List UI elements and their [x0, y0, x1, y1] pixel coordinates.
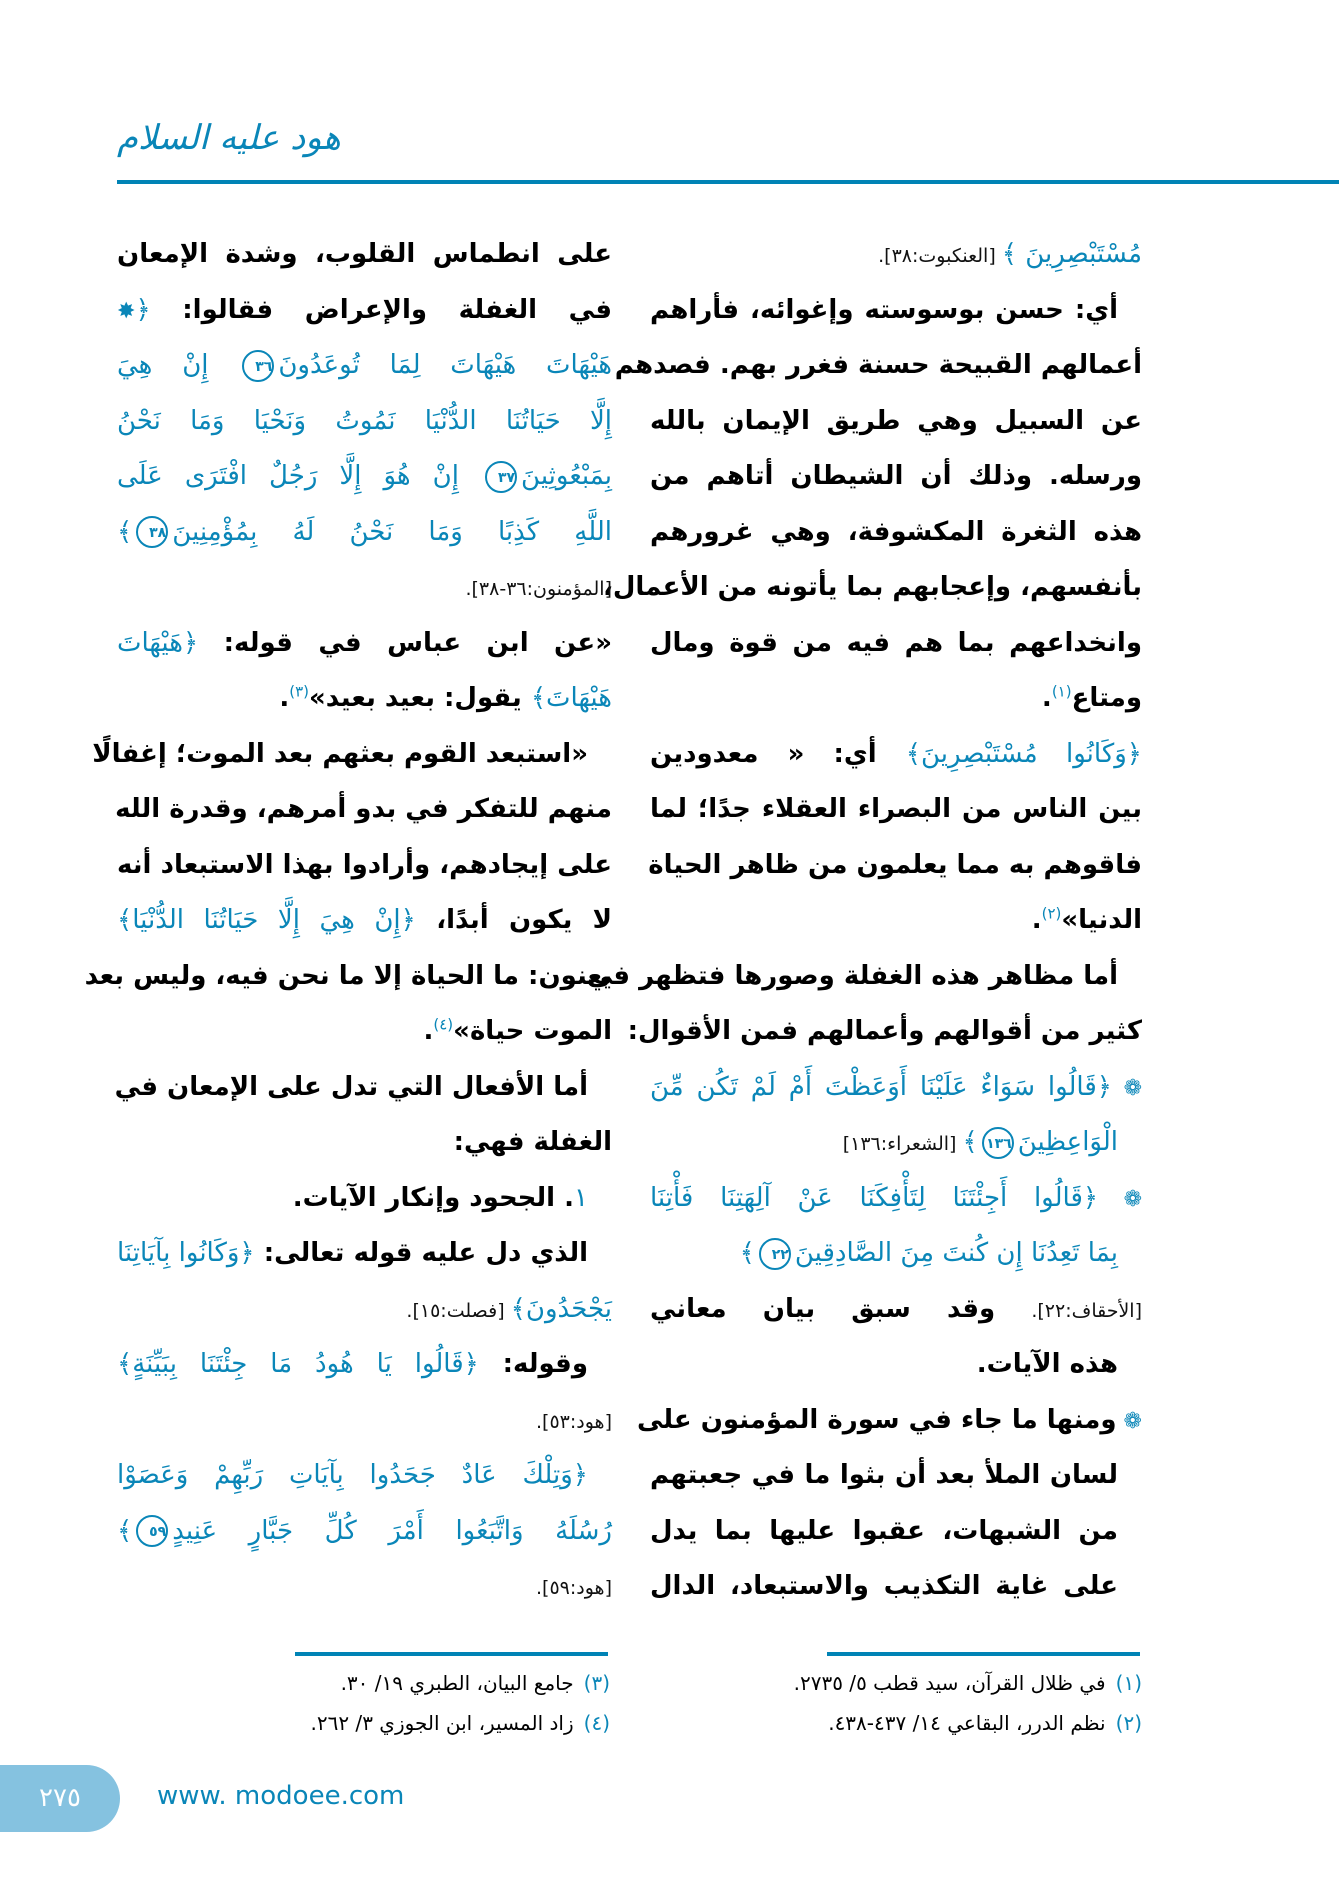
- body-text: أعمالهم القبيحة حسنة فغرر بهم. فصدهم: [614, 350, 1142, 380]
- text-line: [650, 782, 1142, 838]
- text-line: [117, 1559, 612, 1615]
- text-line: [650, 1504, 1142, 1560]
- text-line: [84, 949, 612, 1005]
- text-line: [117, 782, 612, 838]
- text-line: [650, 1115, 1142, 1171]
- quran-text: ١: [574, 1182, 588, 1213]
- header-rule: [117, 180, 1339, 184]
- text-line: [650, 616, 1142, 672]
- text-line: [114, 1060, 612, 1116]
- body-text: أما مظاهر هذه الغفلة وصورها فتظهر في: [586, 960, 1118, 991]
- footnote-text: نظم الدرر، البقاعي ١٤/ ٤٣٧-٤٣٨.: [828, 1711, 1106, 1735]
- body-text: فاقوهم به مما يعلمون من ظاهر الحياة: [648, 849, 1142, 880]
- body-text: هذه الآيات.: [976, 1349, 1118, 1379]
- quran-text: هَيْهَاتَ﴾: [530, 683, 612, 713]
- verse-number: ٢٢: [759, 1238, 791, 1270]
- text-line: [117, 505, 612, 561]
- text-line: [117, 616, 612, 672]
- verse-number: ٥٩: [136, 1515, 168, 1547]
- text-line: [117, 1448, 612, 1504]
- citation: [هود:٥٣].: [536, 1410, 612, 1433]
- text-line: [117, 1504, 612, 1560]
- text-line: [117, 449, 612, 505]
- page-number-badge: ٢٧٥: [0, 1765, 120, 1832]
- body-text: ومنها ما جاء في سورة المؤمنون على: [636, 1404, 1117, 1435]
- citation: [هود:٥٩].: [536, 1577, 612, 1599]
- right-column: [586, 227, 1143, 1615]
- quran-text: ﴿وَتِلْكَ عَادٌ جَحَدُوا بِآيَاتِ رَبِّهِمْ وَعَصَوْا: [117, 1460, 588, 1490]
- body-text: في الغفلة والإعراض فقالوا:: [150, 294, 612, 325]
- text-line: [650, 1559, 1142, 1615]
- quran-text: ﴾: [739, 1238, 755, 1268]
- ornament-icon: ✸: [117, 298, 136, 324]
- text-line: [627, 1004, 1142, 1060]
- text-line: [92, 727, 612, 783]
- text-line: [117, 1226, 612, 1282]
- quran-text: الْوَاعِظِينَ: [1017, 1127, 1118, 1157]
- body-text: على إيجادهم، وأرادوا بهذا الاستبعاد أنه: [117, 849, 612, 880]
- footnote-number: (١): [1115, 1671, 1142, 1695]
- text-line: [117, 338, 612, 394]
- quran-text: يَجْحَدُونَ﴾: [510, 1293, 612, 1324]
- text-line: [650, 1226, 1142, 1282]
- quran-text: اللَّهِ كَذِبًا وَمَا نَحْنُ لَهُ بِمُؤْمِنِينَ: [172, 516, 612, 547]
- body-text: يقول: بعيد بعيد»: [308, 683, 531, 713]
- text-line: [117, 283, 612, 339]
- footnote-rule-right: [827, 1652, 1140, 1656]
- body-text: على غاية التكذيب والاستبعاد، الدال: [650, 1571, 1118, 1601]
- body-text: وقوله:: [478, 1349, 588, 1379]
- body-text: «استبعد القوم بعثهم بعد الموت؛ إغفالًا: [92, 738, 588, 769]
- verse-number: ٣٦: [242, 350, 274, 382]
- footnote-text: في ظلال القرآن، سيد قطب ٥/ ٢٧٣٥.: [793, 1671, 1106, 1695]
- text-line: [614, 338, 1142, 394]
- body-text: الموت حياة»: [453, 1016, 612, 1046]
- text-line: [650, 1337, 1142, 1393]
- text-line: [636, 1393, 1142, 1449]
- body-text: أي: « معدودين: [650, 738, 906, 769]
- text-line: [117, 560, 612, 616]
- body-text: .: [279, 683, 290, 713]
- quran-text: إِلَّا حَيَاتُنَا الدُّنْيَا نَمُوتُ وَنَحْيَا وَمَا نَحْنُ: [117, 405, 612, 436]
- quran-text: ﴿: [135, 294, 151, 325]
- footnote: [310, 1703, 610, 1743]
- quran-text: ﴿قَالُوا يَا هُودُ مَا جِئْتَنَا بِبَيِّنَةٍ﴾: [117, 1349, 479, 1379]
- body-text: أي: حسن بوسوسته وإغوائه، فأراهم: [650, 294, 1118, 325]
- body-text: منهم للتفكر في بدو أمرهم، وقدرة الله: [115, 794, 612, 824]
- text-line: [650, 505, 1142, 561]
- verse-number: ١٣٦: [982, 1127, 1014, 1159]
- quran-text: رُسُلَهُ وَاتَّبَعُوا أَمْرَ كُلِّ جَبَّارٍ عَنِيدٍ: [172, 1515, 612, 1546]
- footnote-ref: (٢): [1041, 904, 1062, 923]
- ornament-icon: ❁: [1112, 1075, 1143, 1101]
- body-text: أما الأفعال التي تدل على الإمعان في: [114, 1071, 588, 1102]
- footnote-number: (٤): [583, 1711, 610, 1735]
- body-text: هذه الثغرة المكشوفة، وهي غرورهم: [650, 516, 1142, 547]
- footnote-number: (٢): [1115, 1711, 1142, 1735]
- quran-text: ﴿إِنْ هِيَ إِلَّا حَيَاتُنَا الدُّنْيَا﴾: [117, 905, 416, 935]
- footnote-rule-left: [295, 1652, 608, 1656]
- citation: [الأحقاف:٢٢].: [1031, 1299, 1142, 1322]
- body-text: .: [1031, 905, 1042, 935]
- body-text: يعنون: ما الحياة إلا ما نحن فيه، وليس بعد: [84, 960, 612, 991]
- quran-text: ﴿وَكَانُوا بِآيَاتِنَا: [117, 1238, 255, 1268]
- body-text: بأنفسهم، وإعجابهم بما يأتونه من الأعمال،: [602, 572, 1142, 602]
- text-line: [117, 1282, 612, 1338]
- body-text: الغفلة فهي:: [453, 1127, 612, 1157]
- text-line: [117, 1115, 612, 1171]
- quran-text: ﴾: [962, 1127, 978, 1157]
- text-line: [650, 283, 1142, 339]
- text-line: [650, 394, 1142, 450]
- body-text: .: [1041, 683, 1052, 713]
- quran-text: ﴿قَالُوا سَوَاءٌ عَلَيْنَا أَوَعَظْتَ أَمْ لَمْ تَكُن مِّنَ: [650, 1071, 1113, 1102]
- quran-text: إِنْ هِيَ: [117, 350, 239, 380]
- text-line: [117, 1393, 612, 1449]
- left-column: [84, 227, 613, 1615]
- quran-text: ﴾: [117, 516, 133, 547]
- body-text: «عن ابن عباس في قوله:: [198, 627, 612, 658]
- footnote-text: جامع البيان، الطبري ١٩/ ٣٠.: [340, 1671, 574, 1695]
- text-line: [117, 227, 612, 283]
- footnote-text: زاد المسير، ابن الجوزي ٣/ ٢٦٢.: [310, 1711, 574, 1735]
- text-line: [117, 394, 612, 450]
- body-text: عن السبيل وهي طريق الإيمان بالله: [650, 405, 1142, 436]
- website-link[interactable]: www. modoee.com: [157, 1781, 405, 1811]
- text-line: [117, 838, 612, 894]
- text-line: [650, 893, 1142, 949]
- body-text: ورسله. وذلك أن الشيطان أتاهم من: [650, 461, 1142, 491]
- quran-text: مُسْتَبْصِرِينَ ﴾: [1001, 239, 1142, 269]
- footnote: [794, 1703, 1142, 1743]
- quran-text: ﴿هَيْهَاتَ: [117, 627, 199, 658]
- quran-text: ﴿قَالُوا أَجِئْتَنَا لِتَأْفِكَنَا عَنْ آلِهَتِنَا فَأْتِنَا: [650, 1182, 1099, 1213]
- citation: [العنكبوت:٣٨].: [878, 245, 1002, 267]
- verse-number: ٣٨: [136, 516, 168, 548]
- text-line: [117, 1171, 612, 1227]
- text-line: [650, 1060, 1142, 1116]
- text-line: [650, 1282, 1142, 1338]
- text-line: [650, 227, 1142, 283]
- footnote-ref: (٣): [289, 682, 309, 701]
- footnote: [310, 1663, 610, 1703]
- quran-text: ﴾: [117, 1515, 133, 1546]
- citation: [فصلت:١٥].: [406, 1299, 511, 1322]
- body-text: ومتاع: [1071, 683, 1142, 713]
- footnotes-right: [794, 1663, 1142, 1743]
- verse-number: ٣٧: [485, 461, 517, 493]
- body-text: لسان الملأ بعد أن بثوا ما في جعبتهم: [650, 1460, 1118, 1490]
- body-text: . الجحود وإنكار الآيات.: [292, 1182, 575, 1213]
- text-line: [602, 560, 1142, 616]
- citation: [الشعراء:١٣٦]: [842, 1133, 963, 1155]
- text-line: [586, 949, 1142, 1005]
- body-text: لا يكون أبدًا،: [415, 905, 613, 935]
- body-text: بين الناس من البصراء العقلاء جدًا؛ لما: [650, 794, 1142, 824]
- body-text: وانخداعهم بما هم فيه من قوة ومال: [650, 627, 1142, 658]
- text-line: [650, 727, 1142, 783]
- footnote-number: (٣): [583, 1671, 610, 1695]
- body-text: وقد سبق بيان معاني: [650, 1293, 1032, 1324]
- text-line: [117, 893, 612, 949]
- body-text: الذي دل عليه قوله تعالى:: [254, 1238, 588, 1268]
- text-line: [117, 671, 612, 727]
- body-text: من الشبهات، عقبوا عليها بما يدل: [650, 1515, 1118, 1546]
- text-line: [117, 1337, 612, 1393]
- footnotes-left: [310, 1663, 610, 1743]
- quran-text: إِنْ هُوَ إِلَّا رَجُلٌ افْتَرَى عَلَى: [117, 461, 482, 491]
- quran-text: ﴿وَكَانُوا مُسْتَبْصِرِينَ﴾: [905, 738, 1143, 769]
- footnote-ref: (٤): [433, 1015, 454, 1034]
- footnote: [794, 1663, 1142, 1703]
- text-line: [650, 449, 1142, 505]
- quran-text: بِمَا تَعِدُنَا إِن كُنتَ مِنَ الصَّادِقِينَ: [794, 1238, 1118, 1268]
- ornament-icon: ❁: [1116, 1408, 1142, 1434]
- text-line: [650, 838, 1142, 894]
- text-line: [650, 1171, 1142, 1227]
- ornament-icon: ❁: [1098, 1186, 1142, 1212]
- text-line: [650, 1448, 1142, 1504]
- text-line: [117, 1004, 612, 1060]
- quran-text: هَيْهَاتَ هَيْهَاتَ لِمَا تُوعَدُونَ: [278, 350, 612, 380]
- text-line: [650, 671, 1142, 727]
- footnote-ref: (١): [1051, 682, 1072, 701]
- body-text: .: [423, 1016, 434, 1046]
- citation: [المؤمنون:٣٦-٣٨].: [465, 578, 612, 600]
- running-header-title: هود عليه السلام: [117, 118, 341, 158]
- body-text: الدنيا»: [1061, 905, 1142, 935]
- quran-text: بِمَبْعُوثِينَ: [521, 461, 612, 491]
- body-text: على انطماس القلوب، وشدة الإمعان: [117, 239, 612, 269]
- body-text: كثير من أقوالهم وأعمالهم فمن الأقوال:: [627, 1016, 1142, 1046]
